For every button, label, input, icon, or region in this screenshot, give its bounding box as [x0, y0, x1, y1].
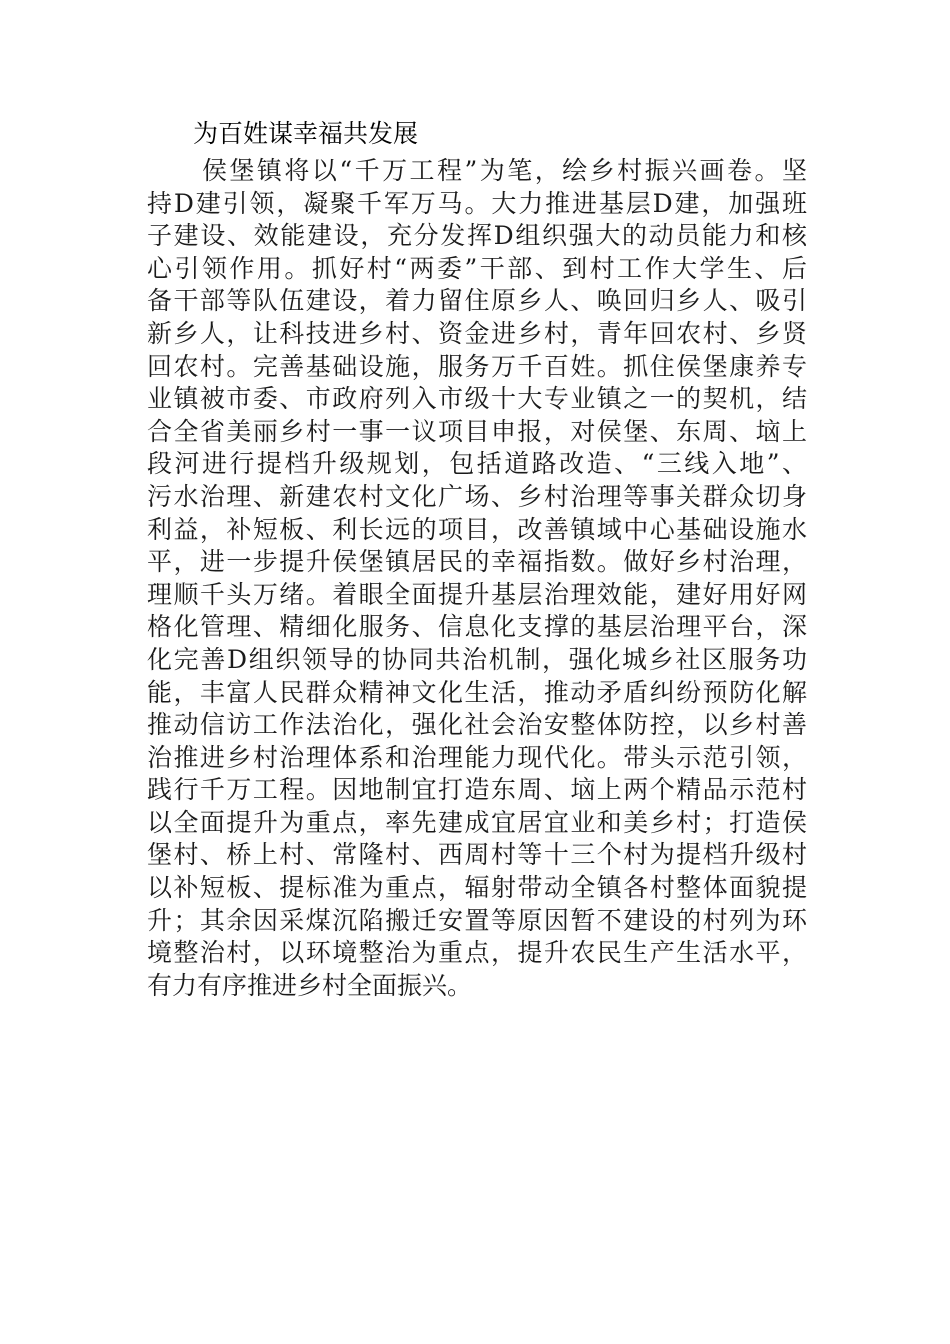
body-line: 子建设、效能建设，充分发挥D组织强大的动员能力和核	[147, 221, 807, 251]
body-line: 治推进乡村治理体系和治理能力现代化。带头示范引领，	[147, 742, 807, 772]
body-line: 备干部等队伍建设，着力留住原乡人、唤回归乡人、吸引	[147, 286, 807, 316]
body-line: 合全省美丽乡村一事一议项目申报，对侯堡、东周、垴上	[147, 416, 807, 446]
body-line: 利益，补短板、利长远的项目，改善镇域中心基础设施水	[147, 514, 807, 544]
document-body	[147, 155, 807, 1002]
body-line: 心引领作用。抓好村“两委”干部、到村工作大学生、后	[147, 253, 807, 283]
body-line: 污水治理、新建农村文化广场、乡村治理等事关群众切身	[147, 481, 807, 511]
body-line: 段河进行提档升级规划，包括道路改造、“三线入地”、	[147, 449, 807, 479]
body-line: 理顺千头万绪。着眼全面提升基层治理效能，建好用好网	[147, 579, 807, 609]
body-line: 新乡人，让科技进乡村、资金进乡村，青年回农村、乡贤	[147, 318, 807, 348]
body-line: 侯堡镇将以“千万工程”为笔，绘乡村振兴画卷。坚	[147, 156, 807, 185]
body-line: 平，进一步提升侯堡镇居民的幸福指数。做好乡村治理，	[147, 547, 807, 577]
body-line: 以补短板、提标准为重点，辐射带动全镇各村整体面貌提	[147, 873, 807, 903]
body-line: 持D建引领，凝聚千军万马。大力推进基层D建，加强班	[147, 188, 807, 218]
body-line: 以全面提升为重点，率先建成宜居宜业和美乡村；打造侯	[147, 807, 807, 837]
body-line: 业镇被市委、市政府列入市级十大专业镇之一的契机，结	[147, 384, 807, 414]
body-line: 化完善D组织领导的协同共治机制，强化城乡社区服务功	[147, 644, 807, 674]
body-line: 能，丰富人民群众精神文化生活，推动矛盾纠纷预防化解	[147, 677, 807, 707]
body-line: 格化管理、精细化服务、信息化支撑的基层治理平台，深	[147, 612, 807, 642]
body-line: 推动信访工作法治化，强化社会治安整体防控，以乡村善	[147, 710, 807, 740]
body-line: 回农村。完善基础设施，服务万千百姓。抓住侯堡康养专	[147, 351, 807, 381]
body-line: 践行千万工程。因地制宜打造东周、垴上两个精品示范村	[147, 775, 807, 805]
body-line: 升；其余因采煤沉陷搬迁安置等原因暂不建设的村列为环	[147, 905, 807, 935]
body-line-last: 有力有序推进乡村全面振兴。	[147, 970, 473, 1000]
body-line: 境整治村，以环境整治为重点，提升农民生产生活水平，	[147, 938, 807, 968]
document-title: 为百姓谋幸福共发展	[193, 119, 419, 148]
body-line: 堡村、桥上村、常隆村、西周村等十三个村为提档升级村	[147, 840, 807, 870]
